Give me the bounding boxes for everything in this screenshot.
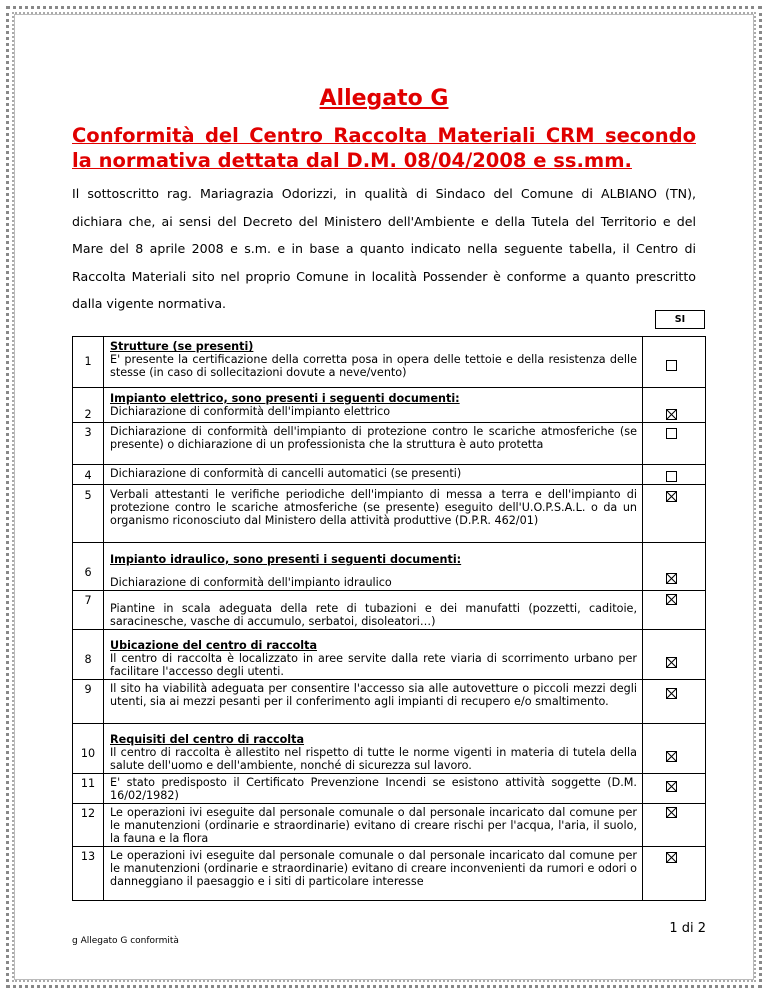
checkbox-cell — [643, 804, 706, 847]
checkbox-cell — [643, 543, 706, 591]
checkbox-11[interactable] — [666, 781, 677, 792]
checkbox-2[interactable] — [666, 409, 677, 420]
checkbox-8[interactable] — [666, 657, 677, 668]
table-row — [73, 774, 706, 804]
checkbox-cell — [643, 337, 706, 388]
checkbox-3[interactable] — [666, 428, 677, 439]
row-text — [104, 804, 643, 847]
declaration-paragraph: Il sottoscritto rag. Mariagrazia Odorizzi, in qualità di Sindaco del Comune di ALBIANO (TN), dichiara che, ai sensi del Decreto del Ministero dell'Ambiente e della Tutela del Territorio e del Mare del 8 aprile 2008 e s.m. e in base a quanto indicato nella seguente tabella, il Centro di Raccolta Materiali sito nel proprio Comune in località Possender è conforme a quanto prescritto dalla vigente normativa. — [72, 186, 696, 311]
item-text: Dichiarazione di conformità dell'impianto di protezione contro le scariche atmosferiche (se presente) o dichiarazione di un professionista che la struttura è auto protetta — [110, 425, 637, 451]
table-row — [73, 847, 706, 901]
row-number: 13 — [73, 847, 104, 901]
checkbox-cell — [643, 630, 706, 680]
checkbox-7[interactable] — [666, 594, 677, 605]
row-text — [104, 543, 643, 591]
table-row — [73, 591, 706, 630]
section-heading-strutture: Strutture (se presenti) — [110, 340, 254, 353]
table-row — [73, 724, 706, 774]
item-text: Le operazioni ivi eseguite dal personale comunale o dal personale incaricato dal comune per le manutenzioni (ordinarie e straordinarie) evitano di creare inconvenienti da rumori e odori o danneggiano il paesaggio e i siti di particolare interesse — [110, 849, 637, 888]
checkbox-cell — [643, 680, 706, 724]
item-text: Dichiarazione di conformità dell'impianto idraulico — [110, 576, 392, 589]
checkbox-5[interactable] — [666, 491, 677, 502]
checkbox-13[interactable] — [666, 852, 677, 863]
row-number: 9 — [73, 680, 104, 724]
item-text: Le operazioni ivi eseguite dal personale comunale o dal personale incaricato dal comune per le manutenzioni (ordinarie e straordinarie) evitano di creare rischi per l'acqua, l'aria, il suolo, la fauna e la flora — [110, 806, 637, 845]
row-number: 6 — [73, 543, 104, 591]
item-text: Il centro di raccolta è localizzato in aree servite dalla rete viaria di scorrimento urbano per facilitare l'accesso degli utenti. — [110, 652, 637, 678]
section-heading-impianto-idraulico: Impianto idraulico, sono presenti i seguenti documenti: — [110, 553, 462, 566]
row-text — [104, 423, 643, 465]
item-text: Dichiarazione di conformità di cancelli automatici (se presenti) — [110, 467, 462, 480]
row-number: 1 — [73, 337, 104, 388]
table-row — [73, 680, 706, 724]
si-column-header: SI — [655, 310, 705, 329]
checkbox-cell — [643, 774, 706, 804]
section-heading-impianto-elettrico: Impianto elettrico, sono presenti i seguenti documenti: — [110, 392, 460, 405]
table-row — [73, 485, 706, 543]
checkbox-cell — [643, 423, 706, 465]
row-number: 3 — [73, 423, 104, 465]
row-number: 2 — [73, 388, 104, 423]
table-row — [73, 543, 706, 591]
footer-filename: g Allegato G conformità — [72, 936, 179, 946]
row-number: 12 — [73, 804, 104, 847]
checkbox-12[interactable] — [666, 807, 677, 818]
item-text: Verbali attestanti le verifiche periodiche dell'impianto di messa a terra e dell'impianto di protezione contro le scariche atmosferiche (se presente) eseguito dell'U.O.P.S.A.L. o da un organismo riconosciuto dal Ministero della attività produttive (D.P.R. 462/01) — [110, 488, 637, 527]
row-text — [104, 591, 643, 630]
checkbox-1[interactable] — [666, 360, 677, 371]
row-text — [104, 774, 643, 804]
item-text: E' presente la certificazione della corretta posa in opera delle tettoie e della resistenza delle stesse (in caso di sollecitazioni dovute a neve/vento) — [110, 353, 637, 379]
row-number: 7 — [73, 591, 104, 630]
checkbox-cell — [643, 847, 706, 901]
item-text: Il centro di raccolta è allestito nel rispetto di tutte le norme vigenti in materia di tutela della salute dell'uomo e dell'ambiente, nonché di sicurezza sul lavoro. — [110, 746, 637, 772]
checkbox-cell — [643, 485, 706, 543]
row-text — [104, 724, 643, 774]
item-text: Piantine in scala adeguata della rete di tubazioni e dei manufatti (pozzetti, caditoie, saracinesche, vasche di accumulo, serbatoi, disoleatori…) — [110, 602, 637, 628]
checkbox-4[interactable] — [666, 471, 677, 482]
table-row — [73, 465, 706, 485]
item-text: Il sito ha viabilità adeguata per consentire l'accesso sia alle autovetture o piccoli mezzi degli utenti, sia ai mezzi pesanti per il conferimento agli impianti di recupero e/o smaltimento. — [110, 682, 637, 708]
row-number: 11 — [73, 774, 104, 804]
table-row — [73, 423, 706, 465]
row-text — [104, 847, 643, 901]
page-number: 1 di 2 — [669, 921, 706, 936]
section-heading-ubicazione: Ubicazione del centro di raccolta — [110, 639, 318, 652]
item-text: E' stato predisposto il Certificato Prevenzione Incendi se esistono attività soggette (D.M. 16/02/1982) — [110, 776, 637, 802]
checkbox-9[interactable] — [666, 688, 677, 699]
checkbox-6[interactable] — [666, 573, 677, 584]
row-text — [104, 388, 643, 423]
checkbox-cell — [643, 724, 706, 774]
row-number: 8 — [73, 630, 104, 680]
document-title: Allegato G — [319, 86, 449, 111]
checkbox-cell — [643, 465, 706, 485]
row-text — [104, 630, 643, 680]
table-row — [73, 630, 706, 680]
conformity-table — [72, 336, 706, 901]
checkbox-10[interactable] — [666, 751, 677, 762]
row-number: 5 — [73, 485, 104, 543]
row-text — [104, 485, 643, 543]
row-text — [104, 465, 643, 485]
table-row — [73, 804, 706, 847]
checkbox-cell — [643, 591, 706, 630]
table-row — [73, 388, 706, 423]
row-number: 10 — [73, 724, 104, 774]
row-number: 4 — [73, 465, 104, 485]
row-text — [104, 680, 643, 724]
section-heading-requisiti: Requisiti del centro di raccolta — [110, 733, 305, 746]
item-text: Dichiarazione di conformità dell'impianto elettrico — [110, 405, 391, 418]
checkbox-cell — [643, 388, 706, 423]
document-subtitle: Conformità del Centro Raccolta Materiali CRM secondo la normativa dettata dal D.M. 08/04/2008 e ss.mm. — [72, 124, 696, 172]
row-text — [104, 337, 643, 388]
table-row — [73, 337, 706, 388]
